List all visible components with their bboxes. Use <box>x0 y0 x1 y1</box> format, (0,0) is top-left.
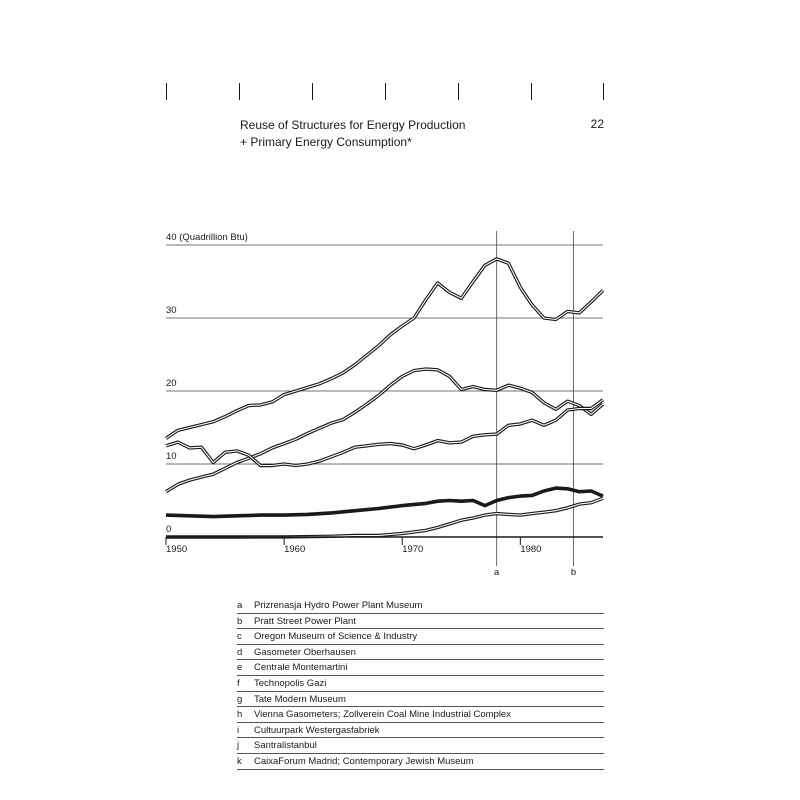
legend-row <box>237 677 604 692</box>
legend-key: h <box>237 709 243 721</box>
legend-label: Oregon Museum of Science & Industry <box>254 631 418 643</box>
grid-layer <box>166 245 603 464</box>
legend-label: Technopolis Gazi <box>254 677 327 689</box>
x-tick-label: 1980 <box>520 544 542 555</box>
series-line-outer <box>166 369 603 492</box>
legend-label: Pratt Street Power Plant <box>254 615 356 627</box>
series-layer <box>166 259 603 537</box>
legend-label: Vienna Gasometers; Zollverein Coal Mine Industrial Complex <box>254 709 511 721</box>
title-line-1: Reuse of Structures for Energy Production <box>240 118 466 132</box>
series-line-outer <box>166 259 603 439</box>
legend-key: i <box>237 724 240 736</box>
legend-row <box>237 615 604 630</box>
legend-label: Tate Modern Museum <box>254 693 346 705</box>
legend-key: e <box>237 662 243 674</box>
legend-key: j <box>237 740 240 752</box>
series-line <box>166 369 603 492</box>
legend-row <box>237 724 604 739</box>
legend-label: Cultuurpark Westergasfabriek <box>254 724 380 736</box>
legend-row <box>237 739 604 754</box>
legend-label: CaixaForum Madrid; Contemporary Jewish Museum <box>254 755 474 767</box>
legend-key: d <box>237 646 243 658</box>
legend-row <box>237 708 604 723</box>
legend-row <box>237 599 604 614</box>
y-tick-label: 20 <box>166 378 177 389</box>
legend-label: Gasometer Oberhausen <box>254 646 356 658</box>
y-tick-label: 0 <box>166 524 172 535</box>
x-tick-label: 1950 <box>166 544 188 555</box>
legend-key: b <box>237 615 243 627</box>
title-line-2: + Primary Energy Consumption* <box>240 135 412 149</box>
legend-key: f <box>237 677 240 689</box>
legend-key: g <box>237 693 243 705</box>
legend-row <box>237 630 604 645</box>
legend-key: k <box>237 755 242 767</box>
x-tick-label: 1960 <box>284 544 306 555</box>
y-tick-label: 10 <box>166 451 177 462</box>
y-tick-label: 40 (Quadrillion Btu) <box>166 232 248 243</box>
legend-key: a <box>237 600 243 611</box>
legend-key: c <box>237 631 242 643</box>
legend-row <box>237 661 604 676</box>
y-tick-label: 30 <box>166 305 177 316</box>
legend-row <box>237 693 604 708</box>
legend-row <box>237 646 604 661</box>
legend-row <box>237 755 604 770</box>
x-tick-label: 1970 <box>402 544 424 555</box>
series-line <box>166 259 603 439</box>
legend-label: Prizrenasja Hydro Power Plant Museum <box>254 600 423 611</box>
series-line-inner <box>166 400 603 466</box>
series-line-inner <box>166 369 603 492</box>
legend <box>237 599 604 771</box>
legend-label: Centrale Montemartini <box>254 662 348 674</box>
series-line-outer <box>166 400 603 466</box>
legend-label: Santralistanbul <box>254 740 317 752</box>
event-marker-label: a <box>494 567 500 578</box>
event-marker-label: b <box>570 567 577 578</box>
series-line <box>166 400 603 466</box>
page-number: 22 <box>590 117 604 131</box>
